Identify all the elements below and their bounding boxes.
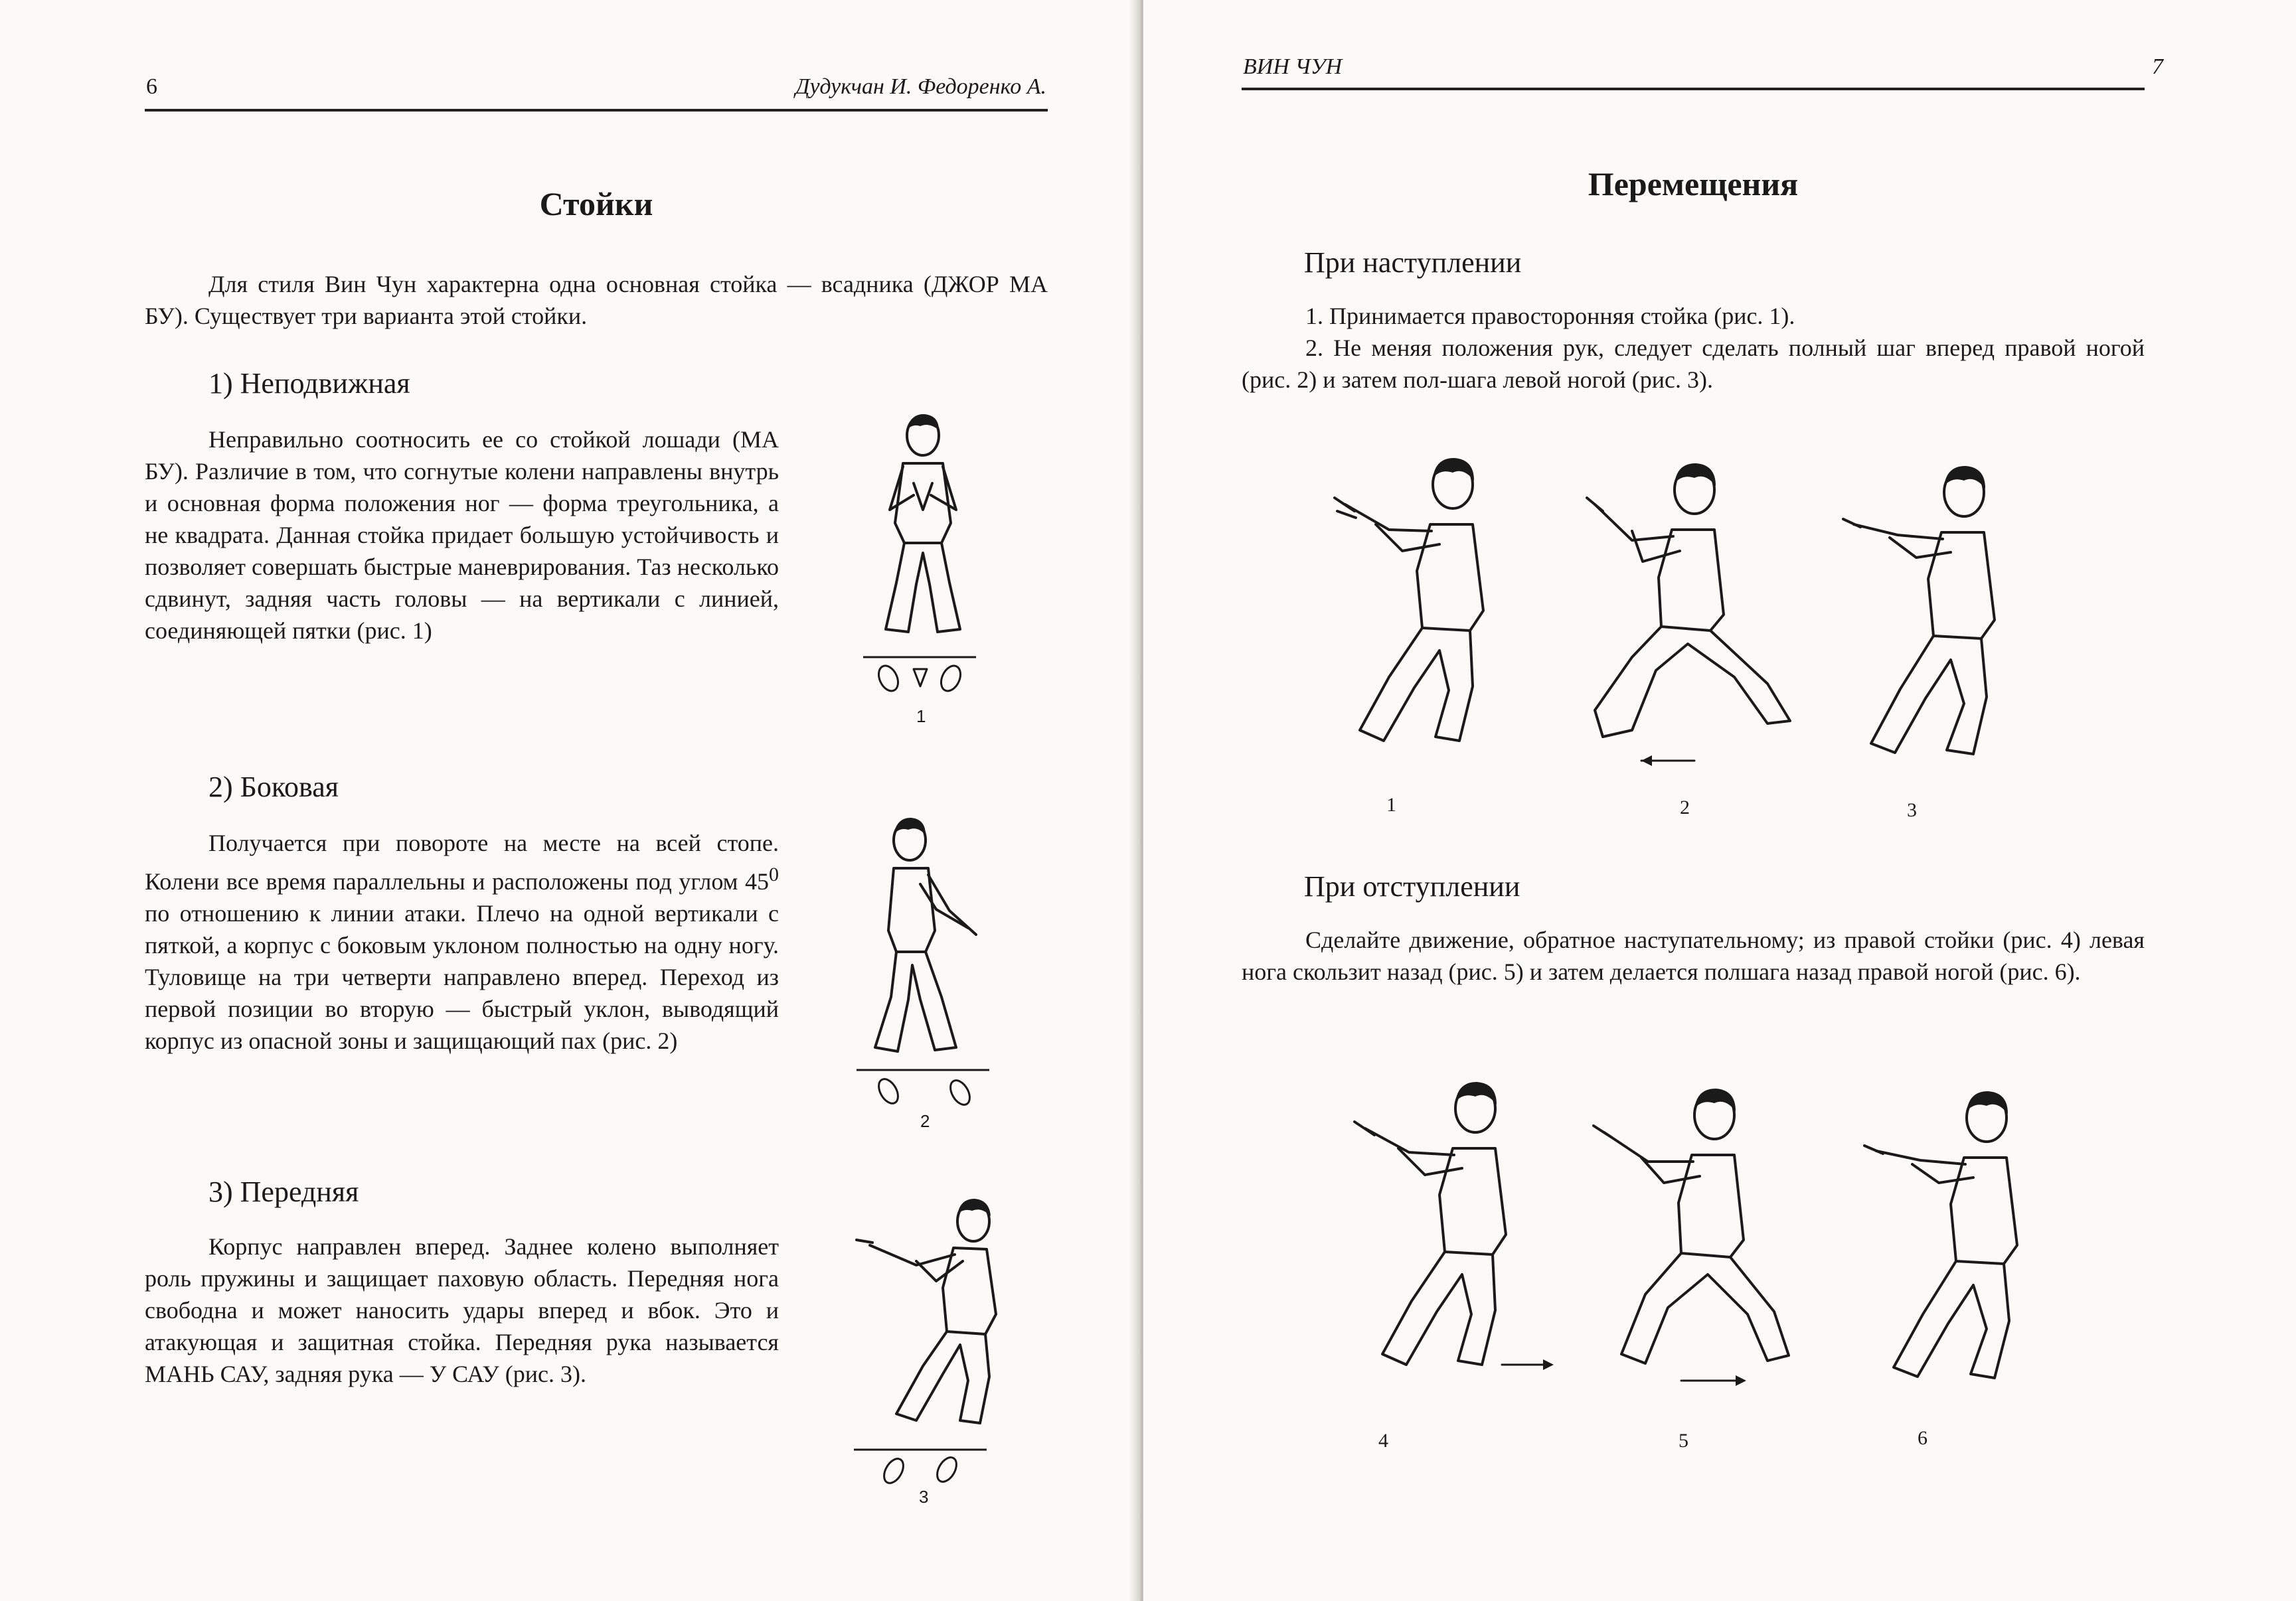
- page-title: Перемещения: [1588, 165, 1799, 202]
- stance-figure-3: [843, 1188, 1016, 1440]
- running-head: Дудукчан И. Федоренко А.: [795, 74, 1046, 99]
- stance-figure-1: [857, 410, 989, 643]
- advance-figure-number-1: 1: [1386, 794, 1396, 816]
- footprints-1: [863, 654, 976, 708]
- person-stance-icon: [1847, 1082, 2060, 1401]
- person-stance-icon: [843, 1188, 1016, 1440]
- section-text-2: [145, 827, 779, 1057]
- advance-heading: При наступлении: [1304, 246, 1522, 279]
- advance-figure-2: [1568, 458, 1807, 770]
- retreat-figure-5: [1582, 1082, 1821, 1401]
- section-heading-1: 1) Неподвижная: [208, 367, 410, 400]
- person-stance-icon: [1343, 1075, 1568, 1394]
- section-heading-2: 2) Боковая: [208, 771, 339, 803]
- stance-figure-2: [857, 811, 996, 1063]
- section-text-2b: по отношению к линии атаки. Плечо на одной вертикали с пяткой, а корпус с боковым уклоном полностью на одну ногу. Туловище на три четверти направлено вперед. Переход из первой позиции во вторую — быстрый уклон, выводящий корпус из опасной зоны и защищающий пах (рис. 2): [145, 900, 779, 1054]
- retreat-figure-number-4: 4: [1378, 1430, 1388, 1452]
- right-page: [1143, 0, 2296, 1601]
- section-text-3: Корпус направлен вперед. Заднее колено выполняет роль пружины и защищает паховую область. Передняя нога свободна и может наносить удары вперед и вбок. Это и атакующая и защитная стойка. Передняя рука называется МАНЬ САУ, задняя рука — У САУ (рис. 3).: [145, 1233, 779, 1387]
- person-stance-icon: [857, 811, 996, 1063]
- person-stance-icon: [1568, 458, 1807, 770]
- footprint-icon: [863, 654, 976, 708]
- section-heading-3: 3) Передняя: [208, 1176, 359, 1208]
- advance-figure-number-3: 3: [1907, 799, 1917, 821]
- degree-sup: 0: [769, 864, 779, 885]
- advance-line-2: 2. Не меняя положения рук, следует сделать полный шаг вперед правой ногой (рис. 2) и затем пол-шага левой ногой (рис. 3).: [1242, 335, 2145, 393]
- left-page: [0, 0, 1139, 1601]
- advance-text: [1242, 300, 2145, 396]
- person-stance-icon: [1323, 451, 1522, 763]
- advance-line-1: 1. Принимается правосторонняя стойка (рис. 1).: [1305, 303, 1795, 329]
- footprint-icon: [857, 1067, 989, 1114]
- figure-number-3: 3: [919, 1487, 929, 1507]
- header-rule: [1242, 88, 2145, 90]
- intro-paragraph: Для стиля Вин Чун характерна одна основная стойка — всадника (ДЖОР МА БУ). Существует три варианта этой стойки.: [145, 271, 1048, 329]
- retreat-figure-4: [1343, 1075, 1568, 1394]
- advance-figure-number-2: 2: [1680, 797, 1690, 818]
- retreat-figure-number-6: 6: [1918, 1427, 1927, 1449]
- person-stance-icon: [857, 410, 989, 643]
- footprints-2: [857, 1067, 989, 1114]
- person-stance-icon: [1582, 1082, 1821, 1401]
- section-text-2a: Получается при повороте на месте на всей стопе. Колени все время параллельны и расположены под углом 45: [145, 830, 779, 895]
- retreat-text: Сделайте движение, обратное наступательному; из правой стойки (рис. 4) левая нога скользит назад (рис. 5) и затем делается полшага назад правой ногой (рис. 6).: [1242, 927, 2145, 985]
- page-number: 7: [2152, 54, 2163, 79]
- figure-number-2: 2: [920, 1111, 930, 1131]
- retreat-figure-6: [1847, 1082, 2060, 1401]
- person-stance-icon: [1834, 458, 2033, 777]
- running-head: ВИН ЧУН: [1243, 54, 1343, 79]
- retreat-figure-number-5: 5: [1679, 1430, 1688, 1452]
- page-number: 6: [146, 74, 157, 99]
- page-title: Стойки: [539, 185, 653, 222]
- advance-figure-3: [1834, 458, 2033, 777]
- figure-number-1: 1: [916, 706, 926, 726]
- header-rule: [145, 109, 1048, 112]
- section-text-1: Неправильно соотносить ее со стойкой лошади (МА БУ). Различие в том, что согнутые колени направлены внутрь и основная форма положения ног — форма треугольника, а не квадрата. Данная стойка придает большую устойчивость и позволяет совершать быстрые маневрирования. Таз несколько сдвинут, задняя часть головы — на вертикали с линией, соединяющей пятки (рис. 1): [145, 426, 779, 644]
- advance-figure-1: [1323, 451, 1522, 763]
- retreat-heading: При отступлении: [1304, 870, 1520, 903]
